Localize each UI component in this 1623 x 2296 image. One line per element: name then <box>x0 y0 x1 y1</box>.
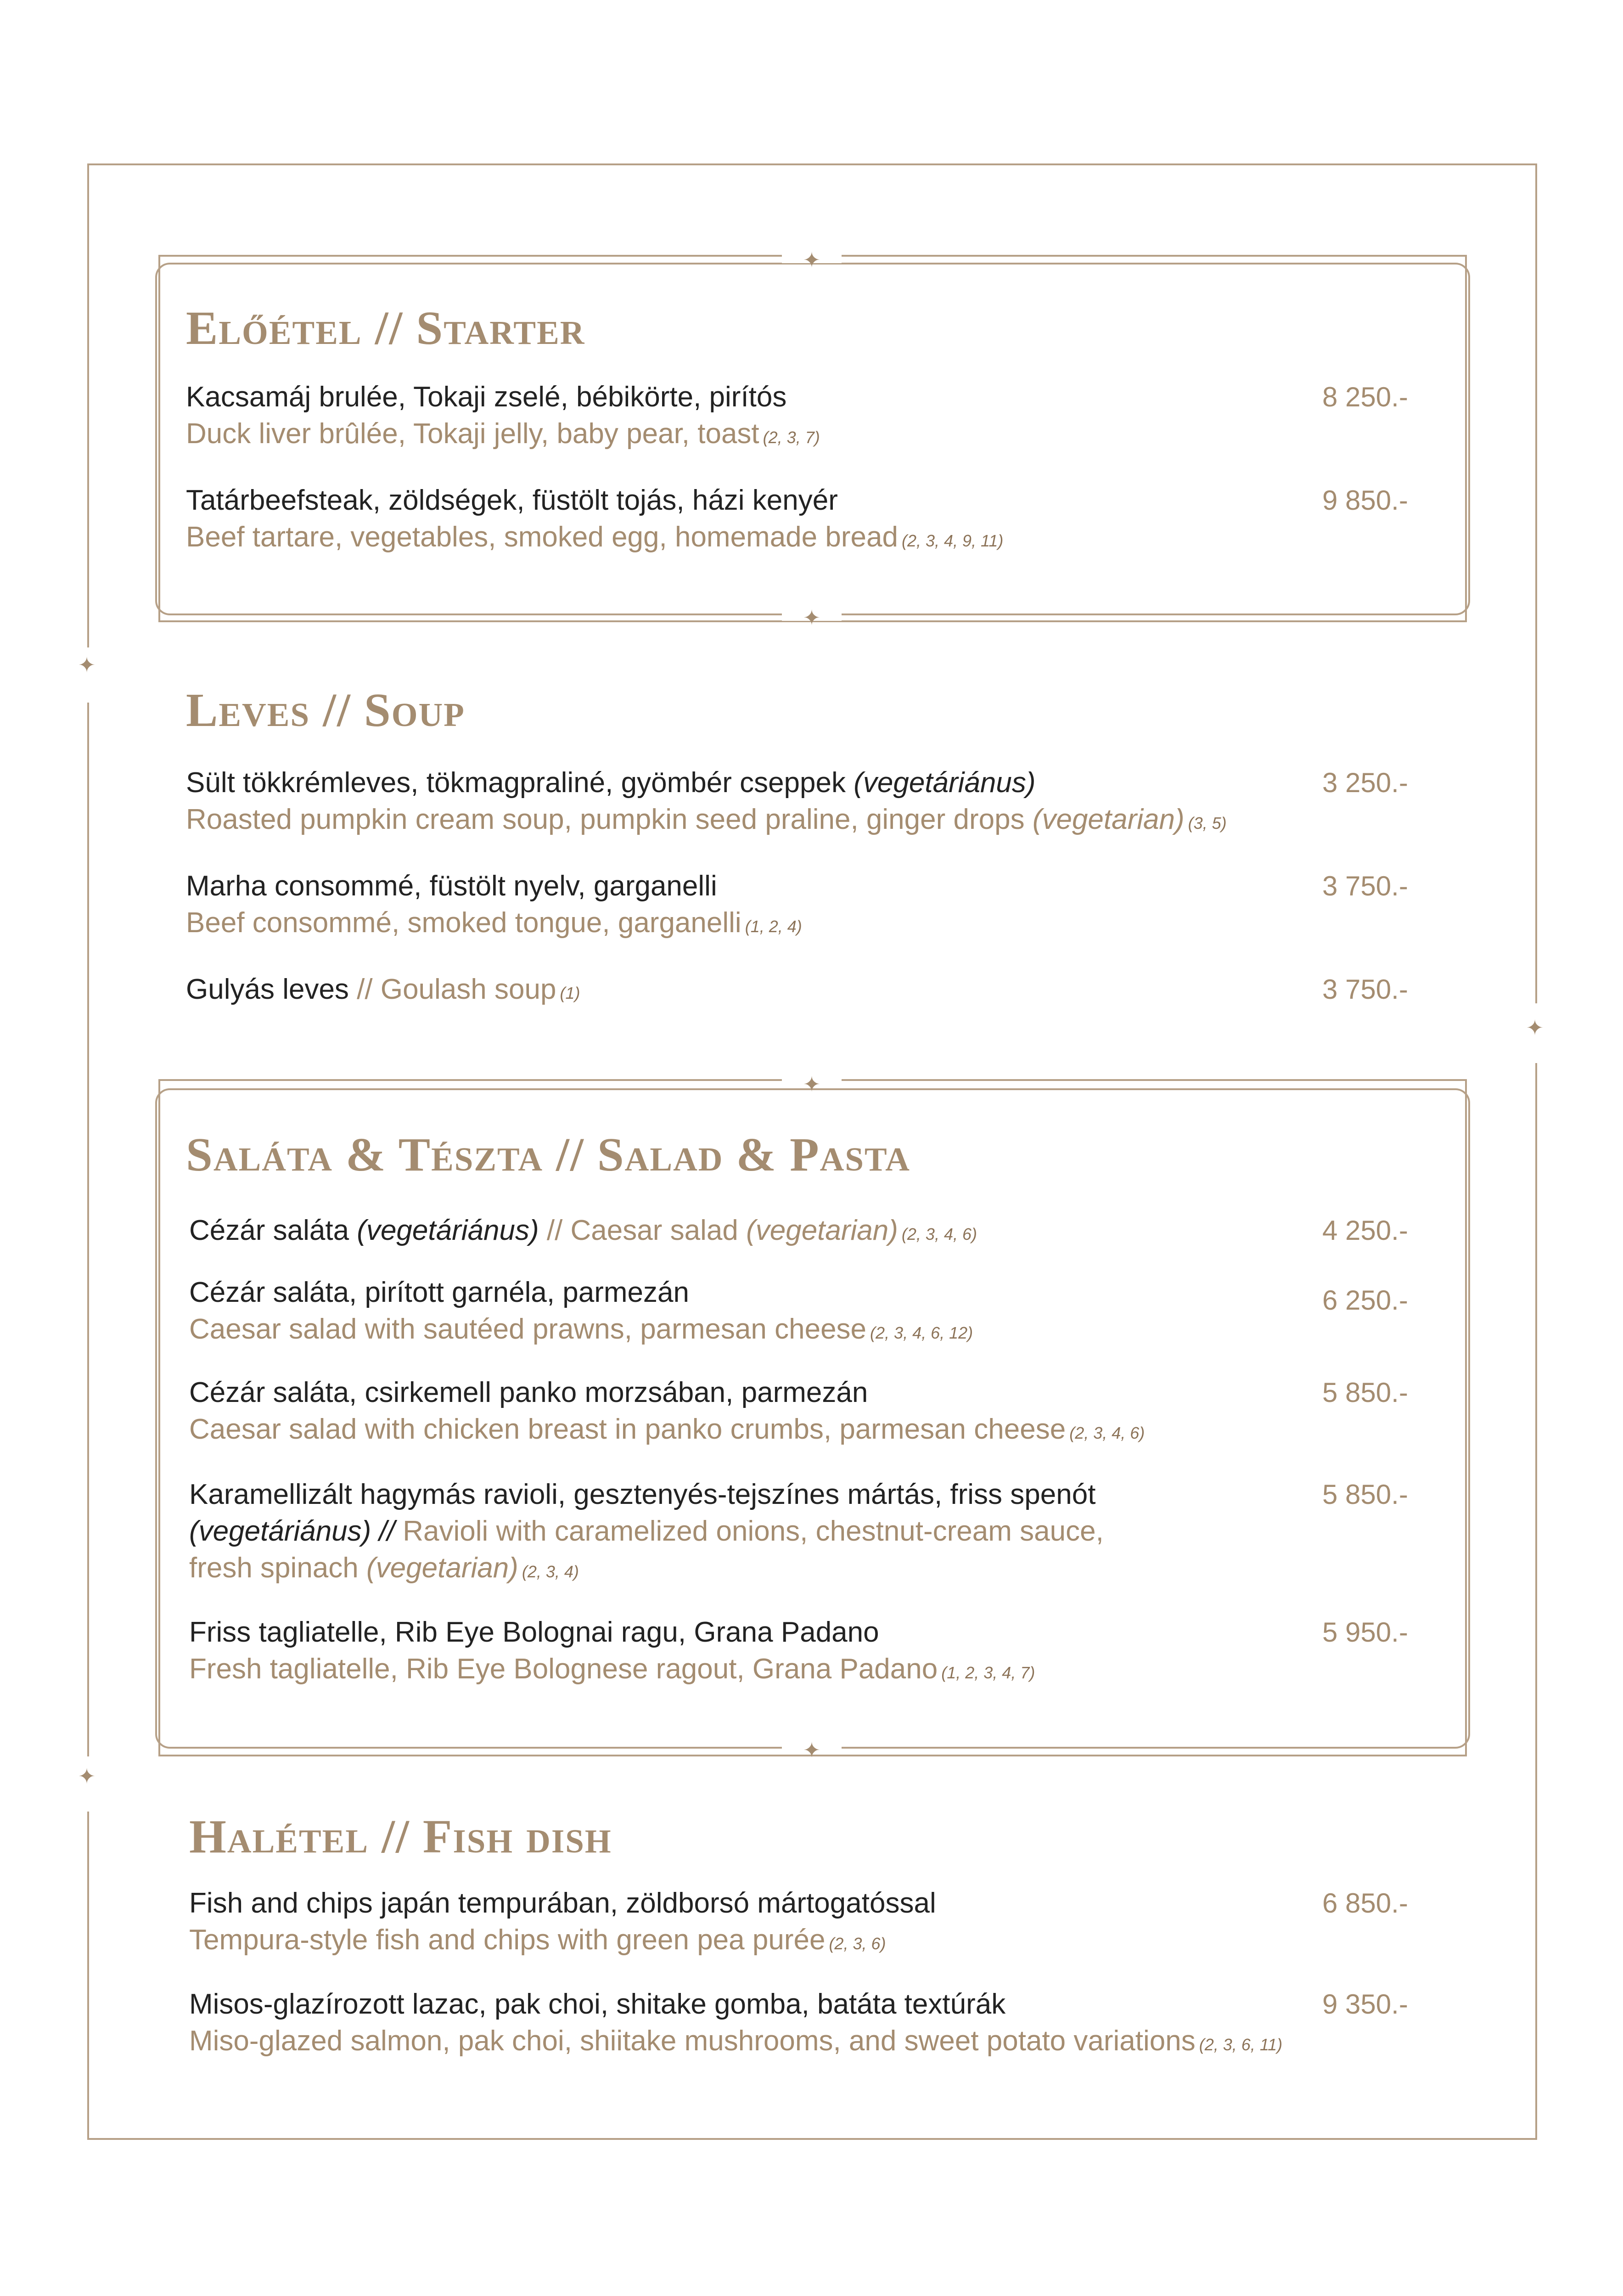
dish-name-hu: Cézár saláta, csirkemell panko morzsában, parmezán <box>189 1377 868 1408</box>
section-title-salad-pasta: Saláta & Tészta // Salad & Pasta <box>186 1128 910 1181</box>
allergens: (2, 3, 6, 11) <box>1199 2035 1283 2054</box>
dish-price: 6 850.- <box>1322 1888 1408 1919</box>
dish-name-hu: Friss tagliatelle, Rib Eye Bolognai ragu, Grana Padano <box>189 1616 879 1648</box>
allergens: (3, 5) <box>1188 814 1227 833</box>
ornament-star-icon: ✦ <box>803 605 821 630</box>
dish-name-hu: Marha consommé, füstölt nyelv, garganelli <box>186 870 717 902</box>
dish-name-en-cont: fresh spinach (vegetarian) (2, 3, 4) <box>189 1552 579 1584</box>
allergens: (2, 3, 4, 6, 12) <box>870 1323 973 1342</box>
ornament-star-icon: ✦ <box>803 1738 821 1762</box>
dish-name-hu: Kacsamáj brulée, Tokaji zselé, bébikörte, pirítós <box>186 381 787 413</box>
allergens: (1) <box>560 984 580 1002</box>
dish-name-en: Beef tartare, vegetables, smoked egg, homemade bread (2, 3, 4, 9, 11) <box>186 521 1004 553</box>
ornament-star-icon: ✦ <box>803 248 821 272</box>
starter-item <box>186 482 1003 559</box>
dish-name-en: Caesar salad with chicken breast in panko crumbs, parmesan cheese (2, 3, 4, 6) <box>189 1413 1145 1445</box>
soup-item <box>186 868 802 945</box>
soup-item <box>186 971 580 1012</box>
dish-name-hu: Misos-glazírozott lazac, pak choi, shitake gomba, batáta textúrák <box>189 1988 1006 2020</box>
dish-price: 6 250.- <box>1322 1285 1408 1316</box>
fish-item <box>189 1885 936 1962</box>
fish-item <box>189 1986 1282 2063</box>
dish-price: 3 750.- <box>1322 871 1408 901</box>
dish-price: 4 250.- <box>1322 1215 1408 1246</box>
dish-price: 5 850.- <box>1322 1479 1408 1510</box>
allergens: (2, 3, 6) <box>829 1934 886 1953</box>
dish-name: Cézár saláta (vegetáriánus) // Caesar salad (vegetarian) (2, 3, 4, 6) <box>189 1215 977 1246</box>
dish-name-en: Caesar salad with sautéed prawns, parmesan cheese (2, 3, 4, 6, 12) <box>189 1313 973 1345</box>
dish-name-hu: Tatárbeefsteak, zöldségek, füstölt tojás, házi kenyér <box>186 484 838 516</box>
allergens: (2, 3, 7) <box>763 428 820 447</box>
salad-item <box>189 1374 1145 1452</box>
dish-name-hu: Karamellizált hagymás ravioli, gesztenyés-tejszínes mártás, friss spenót <box>189 1479 1096 1510</box>
dish-price: 5 850.- <box>1322 1377 1408 1408</box>
section-title-soup: Leves // Soup <box>186 684 465 737</box>
ornament-star-icon: ✦ <box>78 1764 96 1789</box>
dish-name-en: (vegetáriánus) // Ravioli with caramelized onions, chestnut-cream sauce, <box>189 1515 1104 1547</box>
dish-price: 5 950.- <box>1322 1617 1408 1648</box>
allergens: (1, 2, 3, 4, 7) <box>941 1663 1035 1682</box>
salad-item <box>189 1212 977 1253</box>
dish-name-en: Beef consommé, smoked tongue, garganelli (1, 2, 4) <box>186 907 802 939</box>
dish-price: 3 750.- <box>1322 974 1408 1005</box>
dish-price: 9 350.- <box>1322 1989 1408 2020</box>
allergens: (1, 2, 4) <box>745 917 802 936</box>
dish-name-en: Fresh tagliatelle, Rib Eye Bolognese ragout, Grana Padano (1, 2, 3, 4, 7) <box>189 1653 1035 1685</box>
dish-name-en: Duck liver brûlée, Tokaji jelly, baby pear, toast (2, 3, 7) <box>186 418 820 450</box>
ornament-star-icon: ✦ <box>803 1072 821 1097</box>
dish-name-hu: Cézár saláta, pirított garnéla, parmezán <box>189 1277 689 1308</box>
dish-name-en: Tempura-style fish and chips with green pea purée (2, 3, 6) <box>189 1924 886 1956</box>
dish-name: Gulyás leves // Goulash soup (1) <box>186 974 580 1005</box>
dish-price: 8 250.- <box>1322 382 1408 412</box>
salad-item <box>189 1274 973 1351</box>
soup-item <box>186 765 1227 842</box>
dish-name-hu: Fish and chips japán tempurában, zöldborsó mártogatóssal <box>189 1887 936 1919</box>
dish-name-en: Miso-glazed salmon, pak choi, shiitake mushrooms, and sweet potato variations (2, 3, 6, 11) <box>189 2025 1283 2057</box>
dish-price: 9 850.- <box>1322 485 1408 516</box>
salad-item <box>189 1476 1104 1590</box>
dish-name-en: Roasted pumpkin cream soup, pumpkin seed praline, ginger drops (vegetarian) (3, 5) <box>186 804 1227 835</box>
allergens: (2, 3, 4, 6) <box>1069 1424 1145 1442</box>
dish-price: 3 250.- <box>1322 767 1408 798</box>
salad-item <box>189 1614 1035 1691</box>
dish-name-hu: Sült tökkrémleves, tökmagpraliné, gyömbér cseppek (vegetáriánus) <box>186 767 1036 799</box>
allergens: (2, 3, 4, 9, 11) <box>901 531 1004 550</box>
ornament-star-icon: ✦ <box>1526 1015 1544 1040</box>
ornament-star-icon: ✦ <box>78 653 96 677</box>
allergens: (2, 3, 4) <box>522 1562 579 1581</box>
starter-item <box>186 379 820 456</box>
section-title-fish: Halétel // Fish dish <box>189 1810 612 1863</box>
allergens: (2, 3, 4, 6) <box>901 1225 977 1244</box>
section-title-starter: Előétel // Starter <box>186 302 585 355</box>
